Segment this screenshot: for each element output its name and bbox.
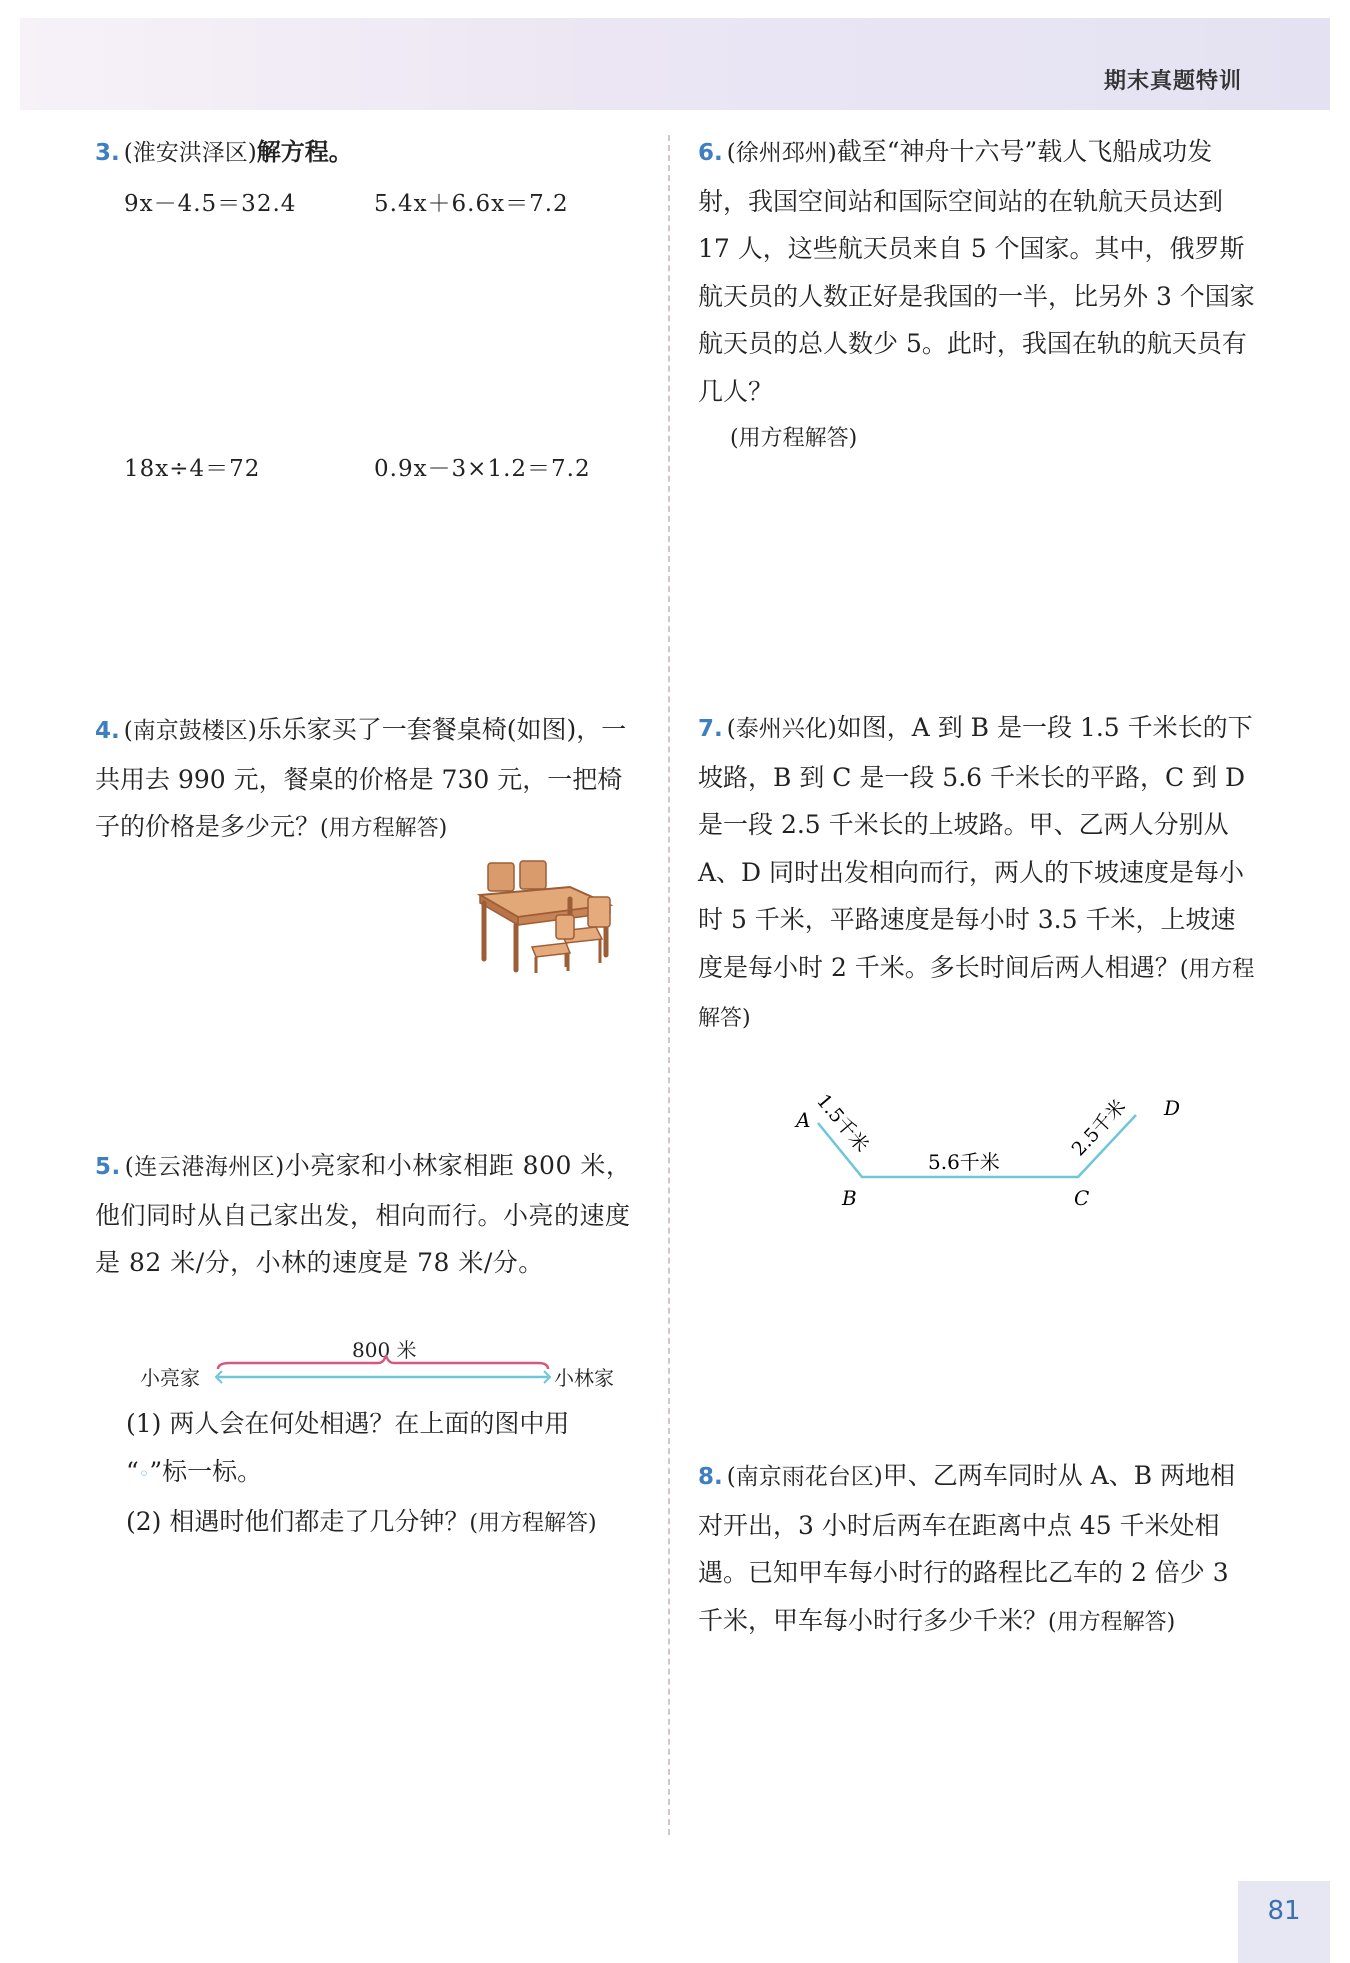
segment-bc-label: 5.6千米	[928, 1150, 1000, 1174]
problem-source: (淮安洪泽区)	[123, 140, 257, 166]
equation-4: 0.9x－3×1.2＝7.2	[374, 456, 591, 482]
point-d-label: D	[1164, 1096, 1181, 1120]
question-2	[126, 1498, 646, 1548]
question-2-text: (2) 相遇时他们都走了几分钟？	[126, 1507, 470, 1536]
problem-5	[95, 1142, 635, 1287]
problem-number: 5.	[95, 1154, 121, 1180]
table-chairs-image	[470, 855, 630, 975]
point-c-label: C	[1074, 1186, 1090, 1210]
problem-number: 3.	[95, 140, 120, 166]
problem-text: 乐乐家买了一套餐桌椅(如图)，一共用去 990 元，餐桌的价格是 730 元，一把椅子的价格是多少元？	[95, 715, 627, 841]
segment-ab-label: 1.5千米	[812, 1090, 873, 1157]
quote-close-text: ”标一标。	[149, 1456, 263, 1486]
circle-mark-icon: ◦	[138, 1463, 150, 1485]
right-home-label: 小林家	[554, 1366, 614, 1390]
problem-text: 甲、乙两车同时从 A、B 两地相对开出，3 小时后两车在距离中点 45 千米处相遇。已知甲车每小时行的路程比乙车的 2 倍少 3 千米，甲车每小时行多少千米？	[698, 1461, 1236, 1635]
problem-note: (用方程解答)	[320, 816, 448, 841]
left-home-label: 小亮家	[140, 1366, 200, 1390]
problem-8	[698, 1452, 1258, 1646]
problem-source: (泰州兴化)	[726, 716, 837, 742]
problem-7	[698, 704, 1258, 1043]
question-1-line-1: (1) 两人会在何处相遇？在上面的图中用	[126, 1409, 570, 1438]
distance-diagram	[140, 1335, 640, 1395]
header-title: 期末真题特训	[1103, 69, 1242, 94]
problem-3	[95, 128, 635, 178]
problem-source: (徐州邳州)	[726, 140, 837, 166]
problem-text: 如图，A 到 B 是一段 1.5 千米长的下坡路，B 到 C 是一段 5.6 千米长的平路，C 到 D 是一段 2.5 千米长的上坡路。甲、乙两人分别从 A、D 同时出发相向而行，两人的下坡速度是每小时 5 千米，平路速度是每小时 3.5 千米，上坡速度是每小时 2 千米。多长时间后两人相遇？	[698, 713, 1253, 982]
problem-source: (南京雨花台区)	[726, 1464, 883, 1490]
column-divider	[668, 135, 670, 1835]
problem-6	[698, 128, 1258, 463]
equation-1: 9x－4.5＝32.4	[124, 191, 297, 217]
problem-title: 解方程。	[256, 138, 353, 166]
problem-number: 4.	[95, 718, 120, 744]
road-diagram	[780, 1085, 1200, 1215]
problem-note: (用方程解答)	[730, 426, 858, 451]
point-b-label: B	[842, 1186, 857, 1210]
question-2-note: (用方程解答)	[469, 1511, 597, 1536]
problem-source: (南京鼓楼区)	[123, 718, 257, 744]
question-1-line-2	[126, 1448, 646, 1499]
quote-open: “	[126, 1456, 139, 1486]
problem-number: 6.	[698, 140, 723, 166]
equation-3: 18x÷4＝72	[124, 456, 261, 482]
problem-number: 8.	[698, 1464, 723, 1490]
problem-source: (连云港海州区)	[124, 1154, 285, 1180]
problem-number: 7.	[698, 716, 723, 742]
distance-label: 800 米	[352, 1338, 417, 1362]
point-a-label: A	[796, 1108, 811, 1132]
problem-text: 小亮家和小林家相距 800 米，他们同时从自己家出发，相向而行。小亮的速度是 82 米/分，小林的速度是 78 米/分。	[95, 1151, 632, 1277]
problem-5-questions	[126, 1400, 646, 1548]
problem-text: 截至“神舟十六号”载人飞船成功发射，我国空间站和国际空间站的在轨航天员达到 17 人，这些航天员来自 5 个国家。其中，俄罗斯航天员的人数正好是我国的一半，比另外 3 个国家航天员的总人数少 5。此时，我国在轨的航天员有几人？	[698, 137, 1255, 406]
segment-cd-label: 2.5千米	[1067, 1095, 1131, 1161]
equation-2: 5.4x＋6.6x＝7.2	[374, 191, 569, 217]
problem-4	[95, 706, 635, 853]
problem-note: (用方程解答)	[1048, 1609, 1176, 1635]
problem-note: (用方程解答)	[698, 956, 1255, 1031]
page-number: 81	[1238, 1881, 1330, 1963]
